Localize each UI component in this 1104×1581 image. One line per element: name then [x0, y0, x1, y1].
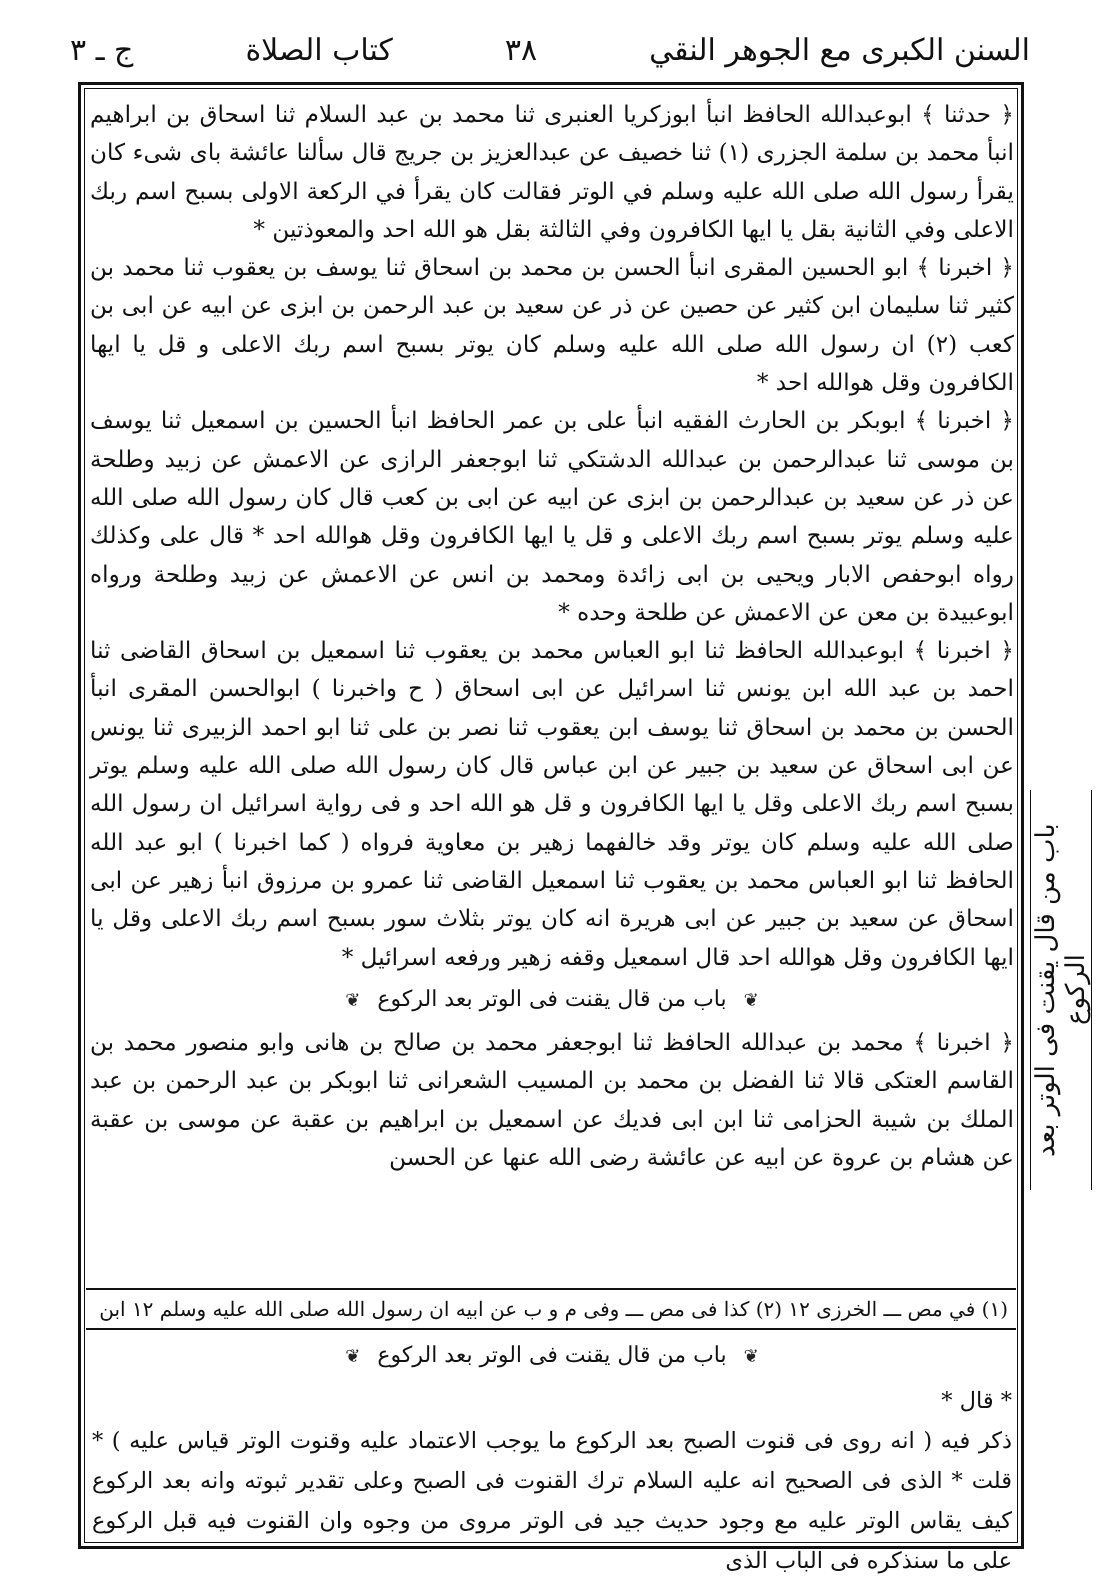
hadith-paragraph: ﴿ اخبرنا ﴾ ابو الحسين المقرى انبأ الحسن بن محمد بن اسحاق ثنا يوسف بن يعقوب ثنا محمد بن كثير ثنا سليمان ابن كثير عن حصين عن ذر عن سعيد بن عبد الرحمن بن ابزى عن ابيه عن ابى بن كعب (٢) ان رسول الله صلى الله عليه وسلم كان يوتر بسبح اسم ربك الاعلى و قل يا ايها الكافرون وقل هوالله احد *	[90, 254, 1014, 397]
commentary-qala: * قال *	[941, 1388, 1012, 1414]
commentary-heading-text: باب من قال يقنت فى الوتر بعد الركوع	[377, 1343, 727, 1368]
section-heading	[90, 981, 1014, 1020]
ornament-icon: ❦	[345, 1346, 361, 1367]
ornament-icon: ❦	[743, 1346, 759, 1367]
chapter-title: كتاب الصلاة	[245, 32, 393, 68]
footnote-divider	[86, 1328, 1016, 1330]
hadith-paragraph: ﴿ اخبرنا ﴾ محمد بن عبدالله الحافظ ثنا ابوجعفر محمد بن صالح بن هانى وابو منصور محمد بن القاسم العتكى قالا ثنا الفضل بن محمد بن المسيب الشعرانى ثنا ابوبكر بن عبد الرحمن بن عبد الملك بن شيبة الحزامى ثنا ابن ابى فديك عن اسمعيل بن ابراهيم بن عقبة عن موسى بن عقبة عن هشام بن عروة عن ابيه عن عائشة رضى الله عنها عن الحسن	[90, 1029, 1014, 1172]
ornament-icon: ❦	[743, 989, 759, 1011]
section-heading-text: باب من قال يقنت فى الوتر بعد الركوع	[377, 986, 727, 1012]
commentary-section	[92, 1332, 1012, 1574]
page-header	[70, 22, 1030, 78]
commentary-heading	[92, 1336, 1012, 1377]
footnote-divider	[86, 1288, 1016, 1290]
ornament-icon: ❦	[345, 989, 361, 1011]
book-title: السنن الكبرى مع الجوهر النقي	[649, 32, 1030, 68]
hadith-paragraph: ﴿ حدثنا ﴾ ابوعبدالله الحافظ انبأ ابوزكريا العنبرى ثنا محمد بن عبد السلام ثنا اسحاق بن ابراهيم انبأ محمد بن سلمة الجزرى (١) ثنا خصيف عن عبدالعزيز بن جريج قال سألنا عائشة باى شىء كان يقرأ رسول الله صلى الله عليه وسلم في الوتر فقالت كان يقرأ في الركعة الاولى بسبح اسم ربك الاعلى وفي الثانية بقل يا ايها الكافرون وفي الثالثة بقل هو الله احد والمعوذتين *	[90, 101, 1014, 243]
margin-note: باب من قال يقنت فى الوتر بعد الركوع	[1030, 790, 1092, 1190]
commentary-text: ذكر فيه ( انه روى فى قنوت الصبح بعد الركوع ما يوجب الاعتماد عليه وقنوت الوتر قياس عليه ) * قلت * الذى فى الصحيح انه عليه السلام ترك القنوت فى الصبح وعلى تقدير ثبوته وانه بعد الركوع كيف يقاس الوتر عليه مع وجود حديث جيد فى الوتر مروى من وجوه وان القنوت فيه قبل الركوع على ما سنذكره فى الباب الذى	[92, 1428, 1012, 1574]
footnotes: (١) في مص ـــ الخرزى ١٢ (٢) كذا فى مص ـــ وفى م و ب عن ابيه ان رسول الله صلى الله عليه وسلم ١٢ ابن	[99, 1297, 1008, 1321]
page-number: ٣٨	[504, 32, 538, 68]
hadith-paragraph: ﴿ اخبرنا ﴾ ابوعبدالله الحافظ ثنا ابو العباس محمد بن يعقوب ثنا اسمعيل بن اسحاق القاضى ثنا احمد بن عبد الله ابن يونس ثنا اسرائيل عن ابى اسحاق ( ح واخبرنا ) ابوالحسن المقرى انبأ الحسن بن محمد بن اسحاق ثنا يوسف ابن يعقوب ثنا نصر بن على ثنا ابو احمد الزبيرى ثنا يونس عن ابى اسحاق عن سعيد بن جبير عن ابن عباس قال كان رسول الله صلى الله عليه وسلم يوتر بسبح اسم ربك الاعلى وقل يا ايها الكافرون و قل هو الله احد و فى رواية اسرائيل ان رسول الله صلى الله عليه وسلم كان يوتر وقد خالفهما زهير بن معاوية فرواه ( كما اخبرنا ) ابو عبد الله الحافظ ثنا ابو العباس محمد بن يعقوب ثنا اسمعيل القاضى ثنا عمرو بن مرزوق انبأ زهير عن ابى اسحاق عن سعيد بن جبير عن ابى هريرة انه كان يوتر بثلاث سور بسبح اسم ربك الاعلى وقل يا ايها الكافرون وقل هوالله احد قال اسمعيل وقفه زهير ورفعه اسرائيل *	[90, 637, 1014, 971]
hadith-paragraph: ﴿ اخبرنا ﴾ ابوبكر بن الحارث الفقيه انبأ على بن عمر الحافظ انبأ الحسين بن اسمعيل ثنا يوسف بن موسى ثنا عبدالرحمن بن عبدالله الدشتكي ثنا ابوجعفر الرازى عن الاعمش عن زبيد وطلحة عن ذر عن سعيد بن عبدالرحمن بن ابزى عن ابيه عن ابى بن كعب قال كان رسول الله صلى الله عليه وسلم يوتر بسبح اسم ربك الاعلى و قل يا ايها الكافرون وقل هوالله احد * قال على وكذلك رواه ابوحفص الابار ويحيى بن ابى زائدة ومحمد بن انس عن الاعمش عن زبيد وطلحة ورواه ابوعبيدة بن معن عن الاعمش عن طلحة وحده *	[90, 407, 1014, 626]
main-text	[90, 96, 1014, 1284]
volume-number: ج ـ ٣	[70, 32, 134, 68]
